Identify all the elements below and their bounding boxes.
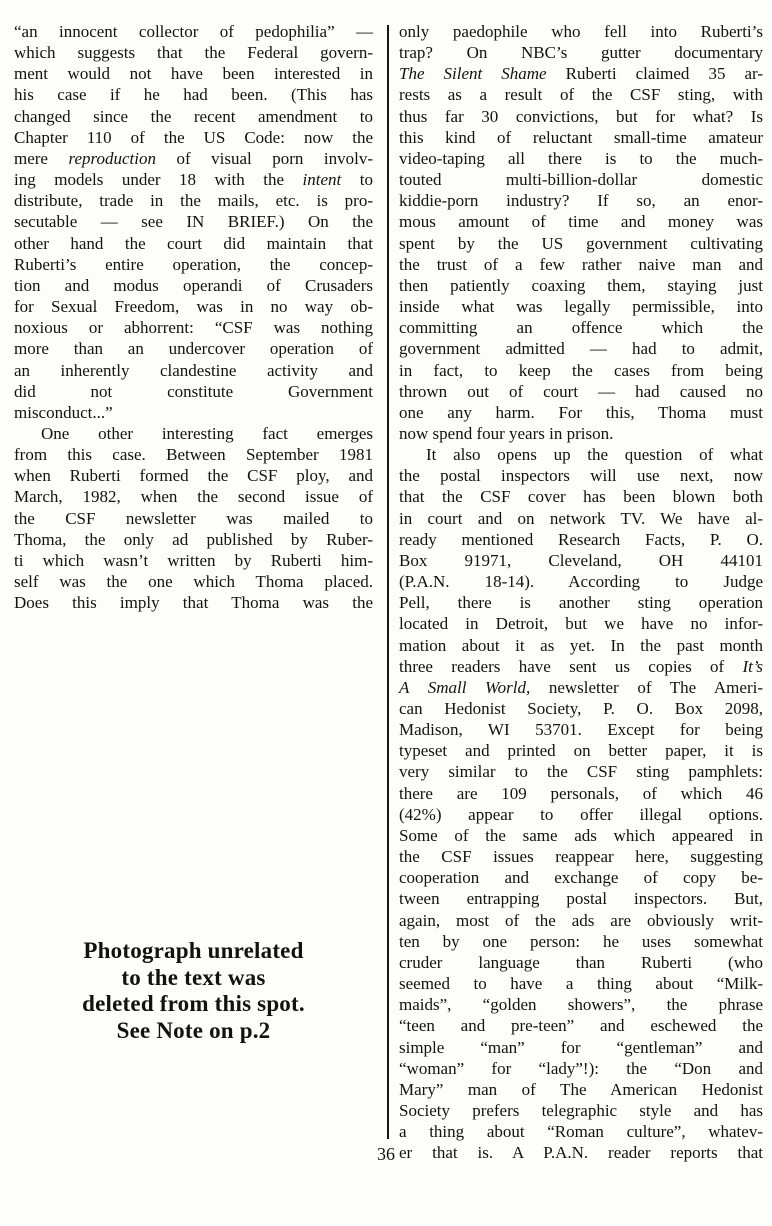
text-line: when Ruberti formed the CSF ploy, and — [14, 466, 373, 486]
text-line: ti which wasn’t written by Ruberti him- — [14, 550, 373, 570]
text-line: more than an undercover operation of — [14, 339, 373, 359]
text-line: the CSF newsletter was mailed to — [14, 508, 373, 528]
text-line: cooperation and exchange of copy be- — [399, 868, 763, 888]
text-line: from this case. Between September 1981 — [14, 445, 373, 465]
text-line: ing models under 18 with the intent to — [14, 170, 373, 190]
text-line: Chapter 110 of the US Code: now the — [14, 127, 373, 147]
text-line: his case if he had been. (This has — [14, 85, 373, 105]
text-line: distribute, trade in the mails, etc. is pro- — [14, 191, 373, 211]
text-line: ment would not have been interested in — [14, 64, 373, 84]
text-line: mous amount of time and money was — [399, 212, 763, 232]
text-line: A Small World, newsletter of The Ameri- — [399, 677, 763, 697]
notice-line: to the text was — [121, 964, 266, 990]
text-line: tion and modus operandi of Crusaders — [14, 275, 373, 295]
paragraph — [399, 21, 763, 444]
right-column — [399, 21, 763, 1163]
text-line: seemed to have a thing about “Milk- — [399, 974, 763, 994]
text-line: Ruberti’s entire operation, the concep- — [14, 254, 373, 274]
text-line: video-taping all there is to the much- — [399, 148, 763, 168]
text-line: Society prefers telegraphic style and has — [399, 1100, 763, 1120]
text-line: this kind of reluctant small-time amateur — [399, 127, 763, 147]
text-line: there are 109 personals, of which 46 — [399, 783, 763, 803]
text-line: March, 1982, when the second issue of — [14, 487, 373, 507]
paragraph — [14, 21, 373, 423]
photo-deleted-notice — [14, 938, 373, 1044]
text-line: three readers have sent us copies of It’s — [399, 656, 763, 676]
text-line: ten by one person: he uses somewhat — [399, 931, 763, 951]
text-line: mere reproduction of visual porn involv- — [14, 148, 373, 168]
text-line: inside what was legally permissible, into — [399, 297, 763, 317]
text-line: thus far 30 convictions, but for what? Is — [399, 106, 763, 126]
column-divider-rule — [387, 25, 389, 1139]
text-line: that the CSF cover has been blown both — [399, 487, 763, 507]
text-line: secutable — see IN BRIEF.) On the — [14, 212, 373, 232]
text-line: “teen and pre-teen” and eschewed the — [399, 1016, 763, 1036]
text-line: in fact, to keep the cases from being — [399, 360, 763, 380]
text-line: one any harm. For this, Thoma must — [399, 402, 763, 422]
text-line: can Hedonist Society, P. O. Box 2098, — [399, 699, 763, 718]
text-line: The Silent Shame Ruberti claimed 35 ar- — [399, 64, 764, 84]
text-line: simple “man” for “gentleman” and — [399, 1037, 763, 1057]
text-line: changed since the recent amendment to — [14, 106, 373, 126]
text-line: touted multi-billion-dollar domestic — [399, 170, 763, 190]
text-line: Box 91971, Cleveland, OH 44101 — [399, 550, 763, 570]
text-line: again, most of the ads are obviously writ- — [399, 910, 763, 930]
text-line: “woman” for “lady”!): the “Don and — [399, 1058, 763, 1078]
text-line: did not constitute Government — [14, 381, 373, 401]
text-line: trap? On NBC’s gutter documentary — [399, 43, 763, 63]
text-line: in court and on network TV. We have al- — [399, 508, 763, 528]
text-line: Madison, WI 53701. Except for being — [399, 720, 763, 740]
text-line: Pell, there is another sting operation — [399, 593, 763, 613]
text-line: noxious or abhorrent: “CSF was nothing — [14, 318, 373, 338]
page-number: 36 — [377, 1144, 395, 1164]
text-line: rests as a result of the CSF sting, with — [399, 85, 763, 105]
text-line: er that is. A P.A.N. reader reports that — [399, 1143, 763, 1163]
paragraph — [399, 444, 763, 1163]
paragraph — [14, 423, 373, 613]
text-line: maids”, “golden showers”, the phrase — [399, 995, 763, 1015]
text-line: the postal inspectors will use next, now — [399, 466, 763, 486]
text-line: thrown out of court — had caused no — [399, 381, 763, 401]
text-line: One other interesting fact emerges — [41, 423, 373, 443]
text-line: It also opens up the question of what — [426, 445, 763, 465]
text-line: ready mentioned Research Facts, P. O. — [399, 529, 763, 549]
text-line: very similar to the CSF sting pamphlets: — [399, 762, 763, 782]
text-line: Some of the same ads which appeared in — [399, 825, 763, 845]
text-line: Mary” man of The American Hedonist — [399, 1079, 763, 1099]
text-line: the CSF issues reappear here, suggesting — [399, 847, 763, 867]
text-line: self was the one which Thoma placed. — [14, 572, 373, 592]
text-line: spent by the US government cultivating — [399, 233, 763, 253]
text-line: committing an offence which the — [399, 318, 763, 338]
text-line: “an innocent collector of pedophilia” — — [14, 22, 373, 41]
text-line: cruder language than Ruberti (who — [399, 952, 763, 972]
text-line: only paedophile who fell into Ruberti’s — [399, 22, 763, 41]
text-line: then patiently coaxing them, staying just — [399, 275, 763, 295]
text-line: Does this imply that Thoma was the — [14, 593, 373, 613]
text-line: mation about it as yet. In the past month — [399, 635, 763, 655]
text-line: misconduct...” — [14, 402, 113, 422]
text-line: tween entrapping postal inspectors. But, — [399, 889, 763, 909]
left-column — [14, 21, 373, 613]
text-line: the trust of a few rather naive man and — [399, 254, 763, 274]
text-line: located in Detroit, but we have no infor- — [399, 614, 763, 634]
text-line: typeset and printed on better paper, it is — [399, 741, 763, 761]
text-line: (P.A.N. 18-14). According to Judge — [399, 572, 763, 592]
text-line: government admitted — had to admit, — [399, 339, 763, 359]
text-line: a thing about “Roman culture”, whatev- — [399, 1122, 763, 1142]
text-line: an inherently clandestine activity and — [14, 360, 373, 380]
notice-line: Photograph unrelated — [83, 938, 304, 963]
text-line: now spend four years in prison. — [399, 423, 614, 443]
text-line: other hand the court did maintain that — [14, 233, 373, 253]
notice-line: deleted from this spot. — [82, 991, 305, 1016]
text-line: kiddie-porn industry? If so, an enor- — [399, 191, 763, 211]
notice-line: See Note on p.2 — [116, 1017, 271, 1043]
text-line: for Sexual Freedom, was in no way ob- — [14, 297, 373, 317]
text-line: Thoma, the only ad published by Ruber- — [14, 529, 373, 549]
text-line: (42%) appear to offer illegal options. — [399, 804, 763, 824]
text-line: which suggests that the Federal govern- — [14, 43, 373, 63]
